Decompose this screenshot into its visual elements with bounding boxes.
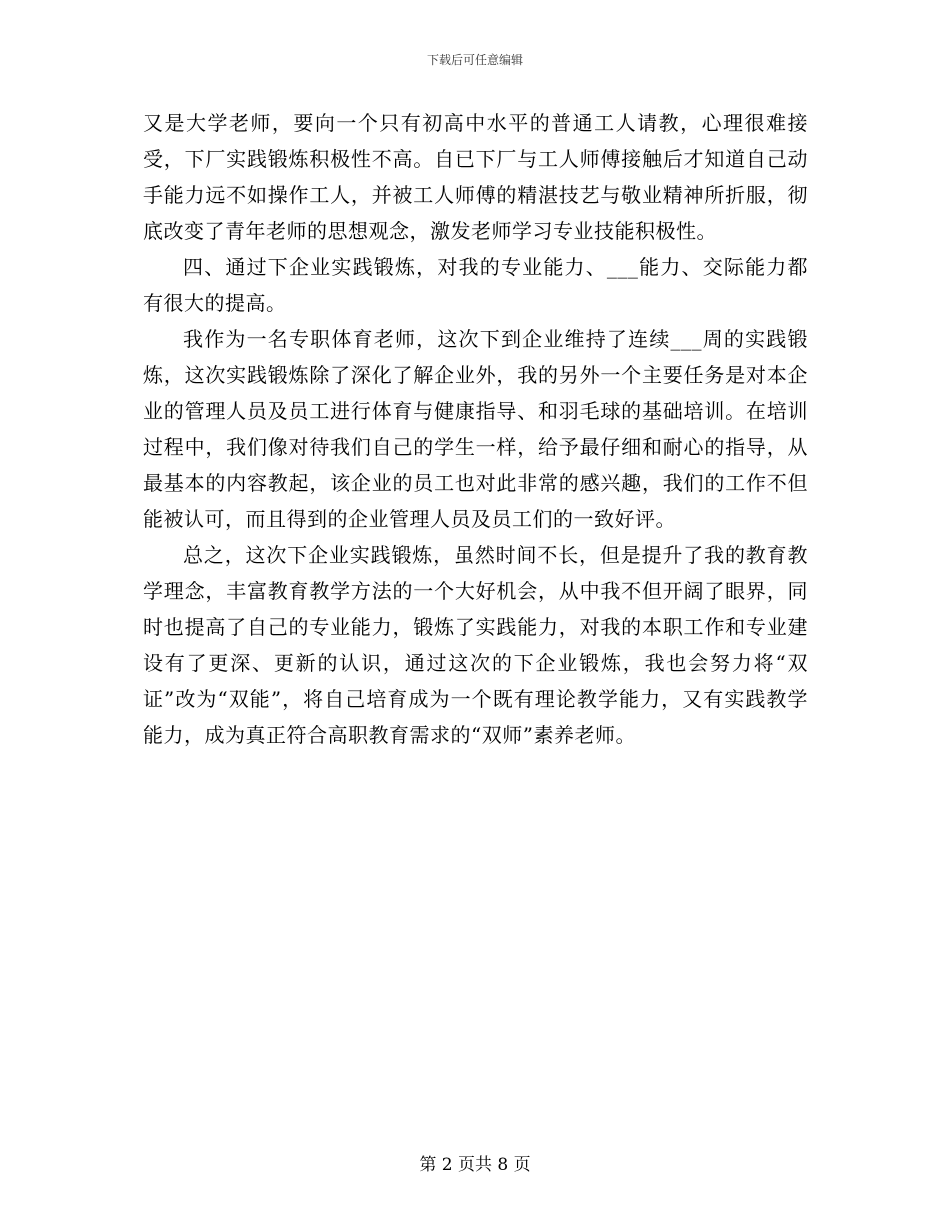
page-number: 第 2 页共 8 页	[419, 1155, 531, 1175]
paragraph-conclusion: 总之，这次下企业实践锻炼，虽然时间不长，但是提升了我的教育教学理念，丰富教育教学方法的一个大好机会，从中我不但开阔了眼界，同时也提高了自己的专业能力，锻炼了实践能力，对我的本职工作和专业建设有了更深、更新的认识，通过这次的下企业锻炼，我也会努力将“双证”改为“双能”，将自己培育成为一个既有理论教学能力，又有实践教学能力，成为真正符合高职教育需求的“双师”素养老师。	[143, 543, 808, 747]
document-body	[143, 105, 808, 753]
page-header-note: 下载后可任意编辑	[426, 53, 523, 67]
paragraph-pe-teacher: 我作为一名专职体育老师，这次下到企业维持了连续___周的实践锻炼，这次实践锻炼除了深化了解企业外，我的另外一个主要任务是对本企业的管理人员及员工进行体育与健康指导、和羽毛球的基础培训。在培训过程中，我们像对待我们自己的学生一样，给予最仔细和耐心的指导，从最基本的内容教起，该企业的员工也对此非常的感兴趣，我们的工作不但能被认可，而且得到的企业管理人员及员工们的一致好评。	[143, 327, 808, 531]
paragraph-section-four: 四、通过下企业实践锻炼，对我的专业能力、___能力、交际能力都有很大的提高。	[143, 255, 808, 315]
paragraph-continuation: 又是大学老师，要向一个只有初高中水平的普通工人请教，心理很难接受，下厂实践锻炼积极性不高。自已下厂与工人师傅接触后才知道自己动手能力远不如操作工人，并被工人师傅的精湛技艺与敬业精神所折服，彻底改变了青年老师的思想观念，激发老师学习专业技能积极性。	[143, 111, 808, 243]
